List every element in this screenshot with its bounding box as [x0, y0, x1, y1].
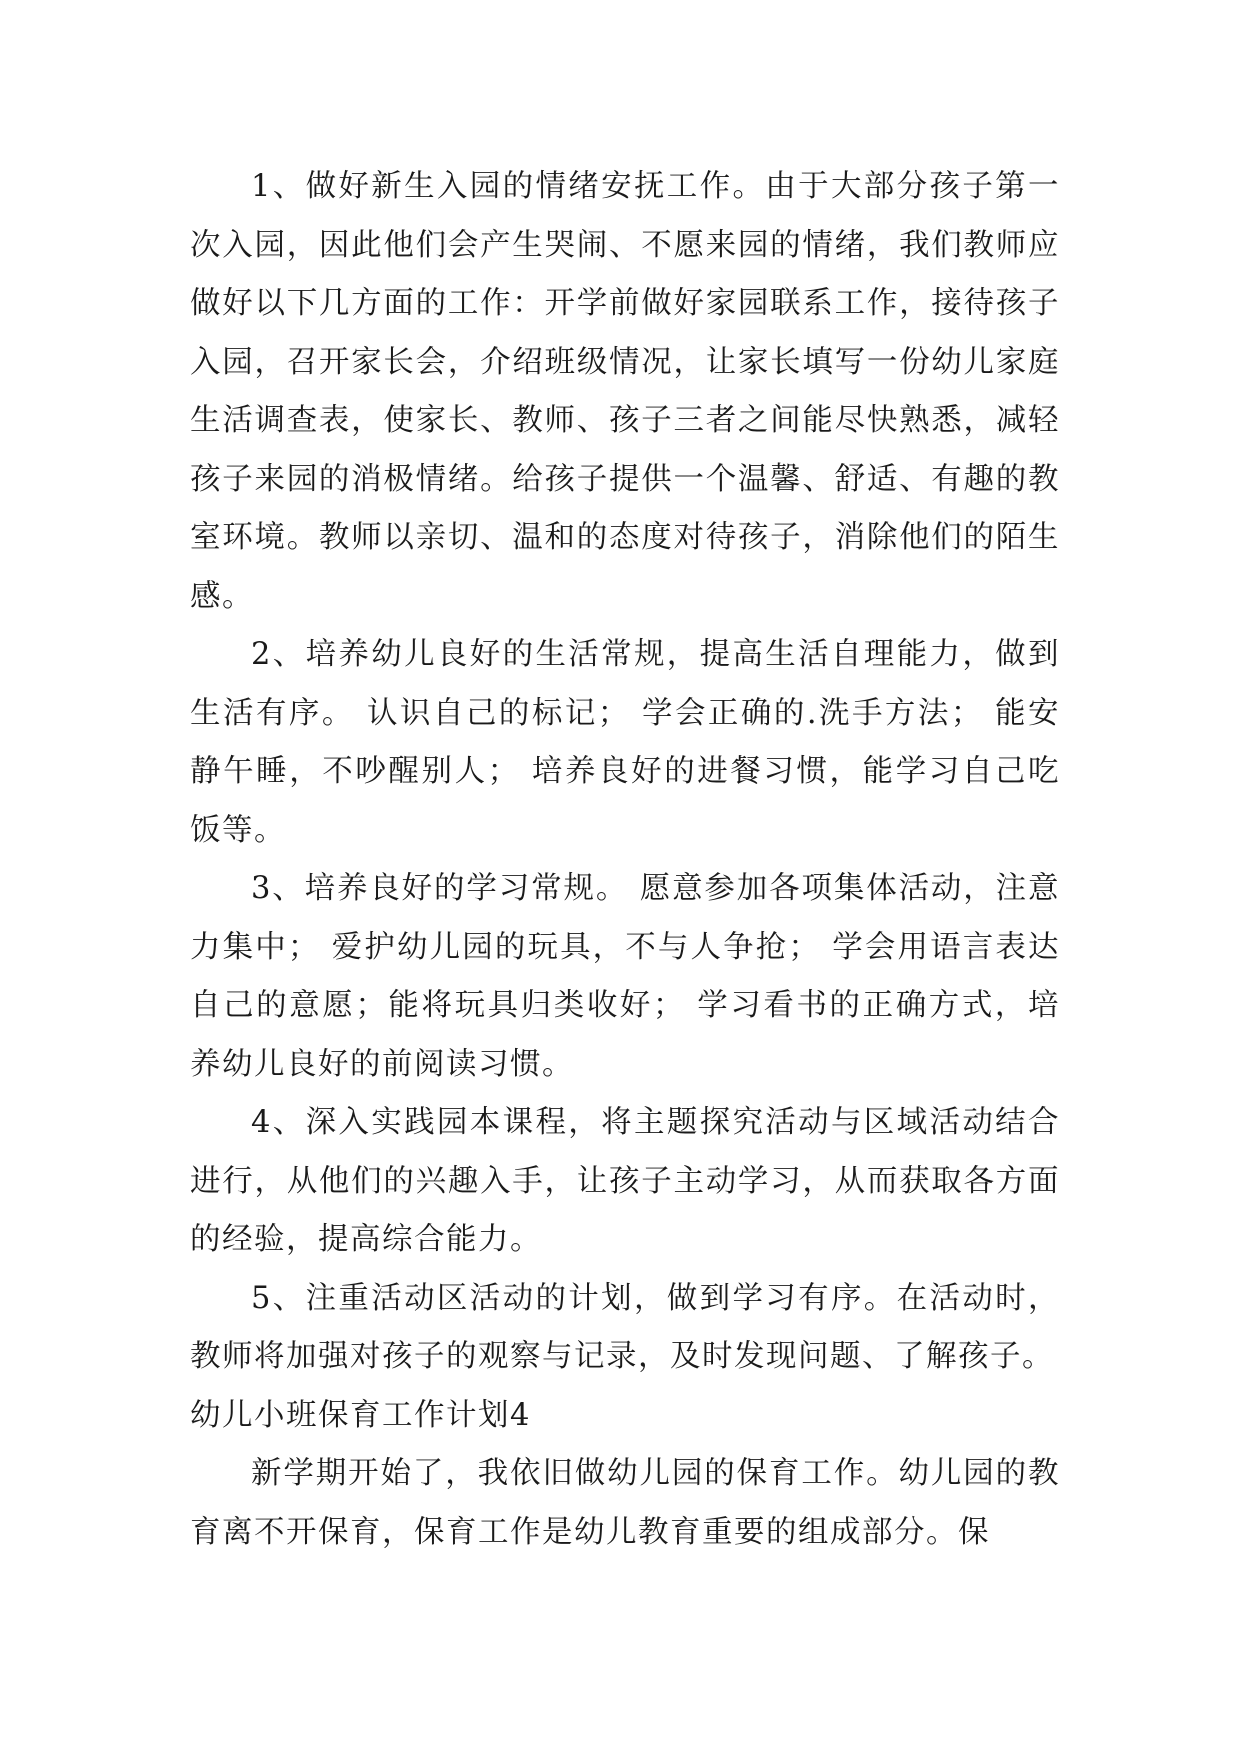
- paragraph-5: 5、注重活动区活动的计划，做到学习有序。在活动时，教师将加强对孩子的观察与记录，及时发现问题、了解孩子。: [190, 1280, 1060, 1374]
- paragraph-2: 2、培养幼儿良好的生活常规，提高生活自理能力，做到生活有序。 认识自己的标记； 学会正确的.洗手方法； 能安静午睡，不吵醒别人； 培养良好的进餐习惯，能学习自己吃饭等。: [190, 637, 1060, 848]
- paragraph-4: 4、深入实践园本课程，将主题探究活动与区域活动结合进行，从他们的兴趣入手，让孩子主动学习，从而获取各方面的经验，提高综合能力。: [190, 1105, 1060, 1257]
- section-heading: 幼儿小班保育工作计划4: [190, 1397, 531, 1433]
- paragraph-3: 3、培养良好的学习常规。 愿意参加各项集体活动，注意力集中； 爱护幼儿园的玩具，不与人争抢； 学会用语言表达自己的意愿；能将玩具归类收好； 学习看书的正确方式，培养幼儿良好的前阅读习惯。: [190, 871, 1060, 1082]
- document-body: [190, 158, 1060, 1562]
- paragraph-1: 1、做好新生入园的情绪安抚工作。由于大部分孩子第一次入园，因此他们会产生哭闹、不愿来园的情绪，我们教师应做好以下几方面的工作：开学前做好家园联系工作，接待孩子入园，召开家长会，介绍班级情况，让家长填写一份幼儿家庭生活调查表，使家长、教师、孩子三者之间能尽快熟悉，减轻孩子来园的消极情绪。给孩子提供一个温馨、舒适、有趣的教室环境。教师以亲切、温和的态度对待孩子，消除他们的陌生感。: [190, 169, 1060, 614]
- paragraph-6: 新学期开始了，我依旧做幼儿园的保育工作。幼儿园的教育离不开保育，保育工作是幼儿教育重要的组成部分。保: [190, 1456, 1060, 1550]
